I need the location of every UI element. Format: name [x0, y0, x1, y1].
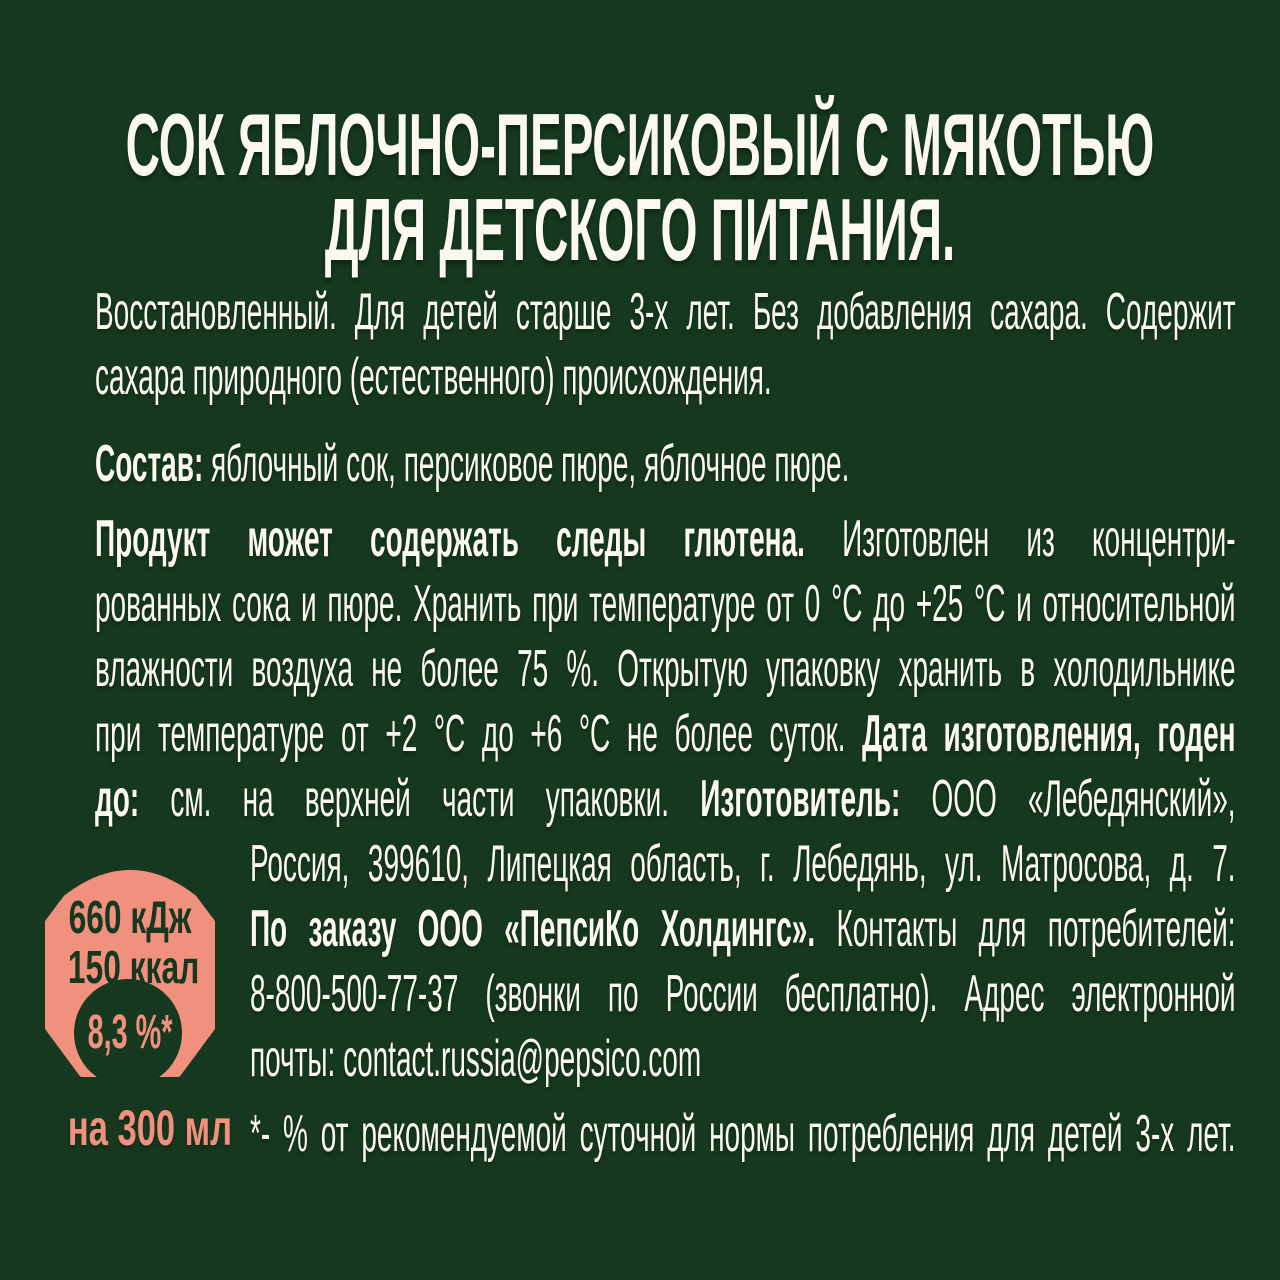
email-line: почты: contact.russia@pepsico.com	[249, 1030, 702, 1088]
phone-line: 8-800-500-77-37 (звонки по России бесплатно). Адрес электронной	[249, 965, 1236, 1023]
info-line4-rest: при температуре от +2 °C до +6 °C не более суток.	[95, 705, 863, 763]
intro-line1: Восстановленный. Для детей старше 3-х лет. Без добавления сахара. Содержит	[95, 283, 1236, 341]
info-line3: влажности воздуха не более 75 %. Открытую упаковку хранить в холодильнике	[95, 640, 1236, 698]
best-before-label: до:	[95, 770, 171, 828]
energy-kcal-value: 150 ккал	[67, 941, 200, 993]
product-title-line1: СОК ЯБЛОЧНО-ПЕРСИКОВЫЙ С МЯКОТЬЮ	[125, 95, 1155, 194]
manufacturer-name: ООО «Лебедянский»,	[931, 770, 1236, 828]
manufacturer-label: Изготовитель:	[700, 770, 932, 828]
footnote-line: *- % от рекомендуемой суточной нормы потребления для детей 3-х лет.	[249, 1105, 1236, 1163]
composition-text: яблочный сок, персиковое пюре, яблочное пюре.	[203, 435, 850, 493]
contacts-label: Контакты для потребителей:	[815, 900, 1236, 958]
label-body-text	[95, 280, 1236, 1167]
composition-line	[95, 432, 1236, 497]
energy-kj-value: 660 кДж	[68, 891, 192, 943]
composition-label: Состав:	[95, 435, 204, 493]
intro-line2: сахара природного (естественного) происхождения.	[95, 348, 772, 406]
product-title-line2: ДЛЯ ДЕТСКОГО ПИТАНИЯ.	[324, 180, 956, 279]
info-line7	[250, 897, 1236, 962]
product-title	[0, 95, 1280, 279]
serving-size: на 300 мл	[67, 1100, 233, 1156]
nutrition-badge	[40, 868, 233, 1168]
info-line1	[95, 507, 1236, 572]
info-line2: рованных сока и пюре. Хранить при температуре от 0 °C до +25 °C и относительной	[95, 575, 1236, 633]
production-date-label: Дата изготовления, годен	[862, 705, 1236, 763]
best-before-text: см. на верхней части упаковки.	[170, 770, 701, 828]
info-line5	[95, 767, 1236, 832]
info-line4	[95, 702, 1236, 767]
gluten-warning: Продукт может содержать следы глютена.	[95, 510, 805, 568]
manufacturer-address: Россия, 399610, Липецкая область, г. Лебедянь, ул. Матросова, д. 7.	[249, 835, 1236, 893]
ordered-by-label: По заказу ООО «ПепсиКо Холдингс».	[249, 900, 816, 958]
daily-value-percent: 8,3 %*	[87, 1006, 173, 1059]
info-line1-rest: Изготовлен из концентри-	[804, 510, 1236, 568]
